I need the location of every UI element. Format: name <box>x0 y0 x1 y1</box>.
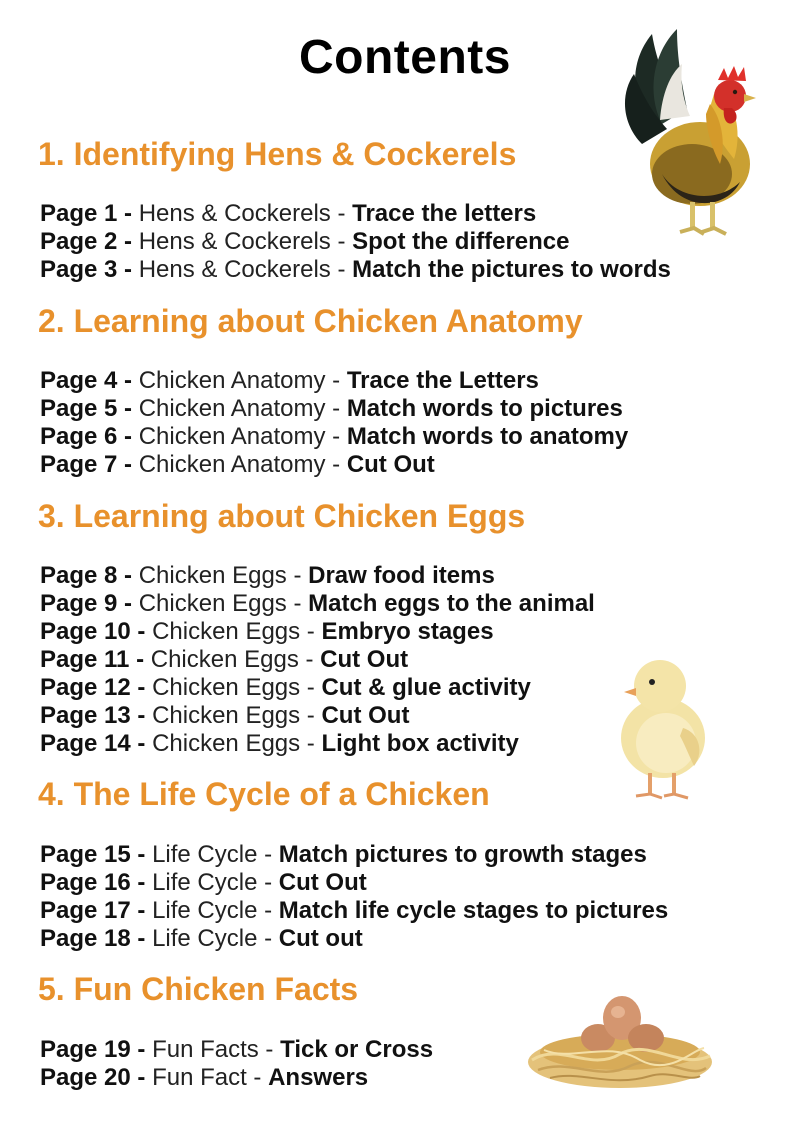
entry-activity: Answers <box>268 1064 369 1091</box>
entry-page: Page 10 - <box>40 618 153 645</box>
toc-entry <box>40 841 647 869</box>
toc-entry <box>40 200 536 228</box>
entry-page: Page 8 - <box>40 562 139 589</box>
section-heading-2: 2. Learning about Chicken Anatomy <box>38 303 583 339</box>
entry-topic: Life Cycle - <box>152 869 279 896</box>
toc-entry <box>40 367 539 395</box>
entry-page: Page 7 - <box>40 451 139 478</box>
entry-activity: Cut out <box>278 925 363 952</box>
entry-activity: Embryo stages <box>321 618 494 645</box>
egg-nest-illustration <box>520 990 720 1090</box>
entry-activity: Cut & glue activity <box>321 674 531 701</box>
entry-activity: Match life cycle stages to pictures <box>278 897 669 924</box>
toc-entry <box>40 1064 368 1092</box>
toc-entry <box>40 869 367 897</box>
entry-topic: Life Cycle - <box>152 841 279 868</box>
rooster-illustration <box>622 24 762 244</box>
entry-topic: Life Cycle - <box>152 897 279 924</box>
entry-topic: Chicken Eggs - <box>152 730 322 757</box>
entry-page: Page 1 - <box>40 200 139 227</box>
toc-entry <box>40 228 569 256</box>
toc-entry <box>40 1036 433 1064</box>
toc-entry <box>40 451 435 479</box>
entry-activity: Match the pictures to words <box>352 256 671 283</box>
entry-page: Page 18 - <box>40 925 153 952</box>
entry-topic: Chicken Eggs - <box>138 562 309 589</box>
entry-page: Page 6 - <box>40 423 139 450</box>
entry-page: Page 4 - <box>40 367 139 394</box>
toc-entry <box>40 562 495 590</box>
page-title: Contents <box>299 31 511 84</box>
entry-activity: Cut Out <box>346 451 435 478</box>
entry-activity: Cut Out <box>321 702 410 729</box>
entry-page: Page 5 - <box>40 395 139 422</box>
entry-activity: Cut Out <box>320 646 409 673</box>
toc-entry <box>40 897 668 925</box>
entry-page: Page 12 - <box>40 674 153 701</box>
entry-activity: Trace the Letters <box>346 367 539 394</box>
toc-entry <box>40 423 628 451</box>
toc-entry <box>40 590 595 618</box>
entry-activity: Draw food items <box>308 562 495 589</box>
entry-topic: Life Cycle - <box>152 925 279 952</box>
entry-topic: Chicken Eggs - <box>152 674 322 701</box>
entry-activity: Match words to pictures <box>346 395 623 422</box>
entry-topic: Chicken Eggs - <box>152 618 322 645</box>
section-heading-3: 3. Learning about Chicken Eggs <box>38 498 526 534</box>
toc-entry <box>40 256 671 284</box>
entry-topic: Hens & Cockerels - <box>138 200 353 227</box>
toc-entry <box>40 925 363 953</box>
entry-topic: Chicken Eggs - <box>152 702 322 729</box>
entry-activity: Tick or Cross <box>280 1036 434 1063</box>
entry-activity: Spot the difference <box>352 228 570 255</box>
entry-topic: Fun Fact - <box>152 1064 269 1091</box>
entry-page: Page 13 - <box>40 702 153 729</box>
entry-page: Page 2 - <box>40 228 139 255</box>
entry-topic: Fun Facts - <box>152 1036 281 1063</box>
entry-topic: Chicken Anatomy - <box>138 451 347 478</box>
entry-page: Page 11 - <box>40 646 151 673</box>
entry-page: Page 16 - <box>40 869 153 896</box>
toc-entry <box>40 618 494 646</box>
toc-entry <box>40 395 623 423</box>
entry-activity: Cut Out <box>278 869 367 896</box>
toc-entry <box>40 730 519 758</box>
entry-page: Page 17 - <box>40 897 153 924</box>
entry-topic: Chicken Eggs - <box>150 646 321 673</box>
entry-activity: Match words to anatomy <box>346 423 629 450</box>
section-heading-5: 5. Fun Chicken Facts <box>38 971 359 1007</box>
entry-topic: Chicken Anatomy - <box>138 423 347 450</box>
chick-illustration <box>608 648 718 803</box>
entry-page: Page 9 - <box>40 590 139 617</box>
entry-topic: Hens & Cockerels - <box>138 228 353 255</box>
entry-activity: Trace the letters <box>352 200 537 227</box>
entry-topic: Chicken Anatomy - <box>138 367 347 394</box>
entry-activity: Match eggs to the animal <box>308 590 595 617</box>
entry-page: Page 19 - <box>40 1036 153 1063</box>
entry-topic: Chicken Eggs - <box>138 590 309 617</box>
entry-activity: Match pictures to growth stages <box>278 841 647 868</box>
entry-topic: Hens & Cockerels - <box>138 256 353 283</box>
section-heading-4: 4. The Life Cycle of a Chicken <box>38 776 490 812</box>
entry-page: Page 15 - <box>40 841 153 868</box>
entry-page: Page 3 - <box>40 256 139 283</box>
entry-page: Page 20 - <box>40 1064 153 1091</box>
entry-activity: Light box activity <box>321 730 519 757</box>
entry-topic: Chicken Anatomy - <box>138 395 347 422</box>
toc-entry <box>40 702 409 730</box>
toc-entry <box>40 646 408 674</box>
toc-entry <box>40 674 531 702</box>
entry-page: Page 14 - <box>40 730 153 757</box>
section-heading-1: 1. Identifying Hens & Cockerels <box>38 136 517 172</box>
